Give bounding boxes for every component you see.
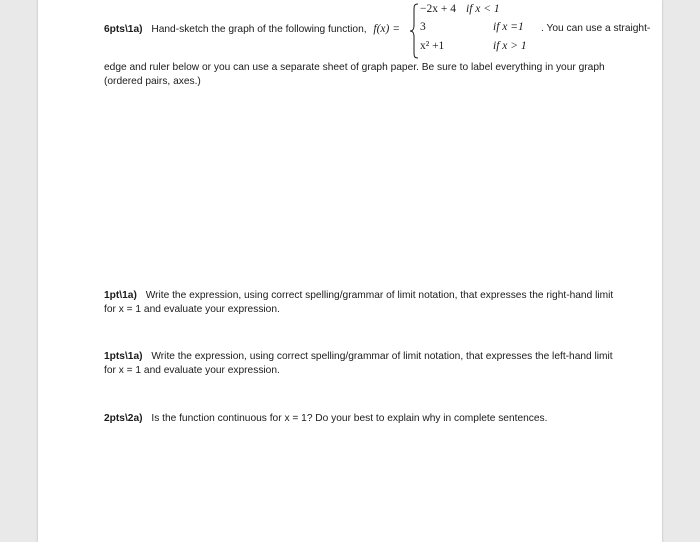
question-1b-text: Write the expression, using correct spelling/grammar of limit notation, that expresses the right-hand limit for x = 1 and evaluate your expression. (104, 290, 614, 315)
case-expression: x² +1 (420, 40, 445, 52)
worksheet-page (38, 0, 662, 542)
question-1c-label: 1pts\1a) (104, 351, 143, 362)
left-brace-icon (409, 3, 419, 59)
case-expression: 3 (420, 21, 426, 33)
question-2a (104, 412, 624, 426)
question-1a-line (104, 23, 400, 35)
question-2a-text: Is the function continuous for x = 1? Do your best to explain why in complete sentences. (151, 413, 548, 424)
question-1c (104, 350, 624, 378)
question-1a-label: 6pts\1a) (104, 24, 143, 35)
piecewise-function (409, 3, 539, 63)
question-1b-label: 1pt\1a) (104, 290, 137, 301)
question-1b (104, 289, 624, 317)
question-1a-continuation: edge and ruler below or you can use a separate sheet of graph paper. Be sure to label everything in your graph (ordered pairs, axes.) (104, 62, 605, 87)
case-condition: if x > 1 (493, 40, 527, 52)
case-condition: if x < 1 (466, 3, 500, 15)
question-1a-suffix: . You can use a straight- (541, 23, 651, 34)
function-name: f(x) = (373, 23, 400, 35)
case-expression: −2x + 4 (420, 3, 456, 15)
question-1a-text: Hand-sketch the graph of the following function, (151, 24, 367, 35)
question-1c-text: Write the expression, using correct spelling/grammar of limit notation, that expresses the left-hand limit for x = 1 and evaluate your expression. (104, 351, 613, 376)
question-1a-text-after (541, 23, 650, 34)
question-2a-label: 2pts\2a) (104, 413, 143, 424)
case-condition: if x =1 (493, 21, 524, 33)
